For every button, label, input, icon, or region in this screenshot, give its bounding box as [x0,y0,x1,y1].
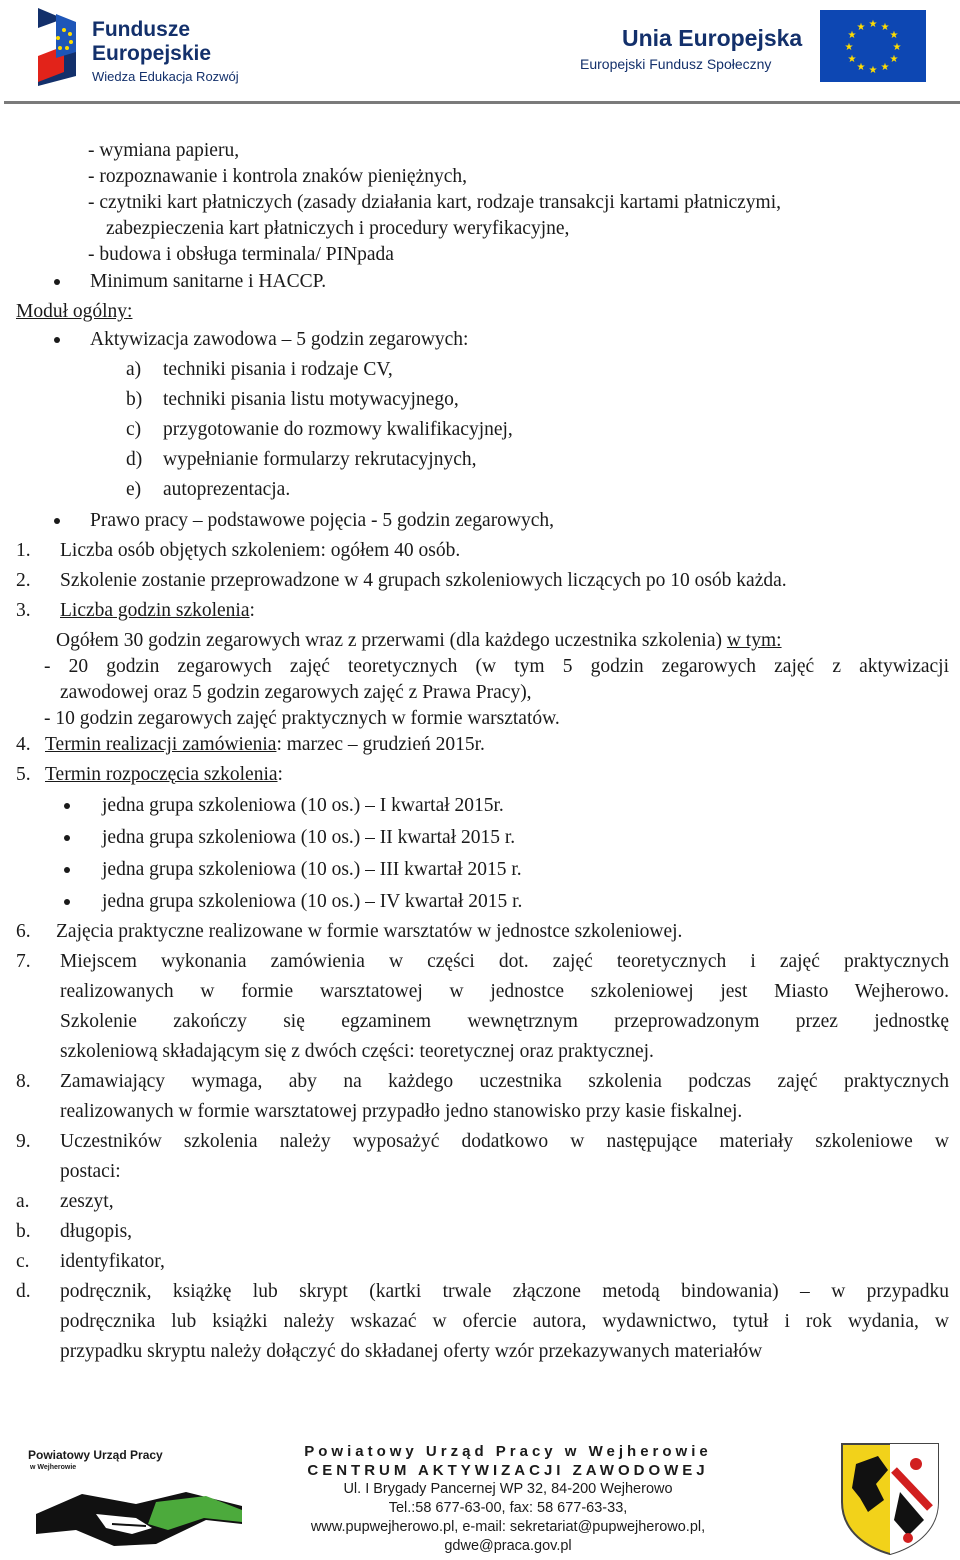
pup-logo-subtitle: w Wejherowie [30,1464,77,1471]
list-item: jedna grupa szkoleniowa (10 os.) – III kwartał 2015 r. [102,859,522,880]
ue-logo-line2: Europejski Fundusz Społeczny [580,56,772,72]
fe-logo-line1: Fundusze [92,18,190,41]
coat-of-arms-icon [838,1440,942,1556]
svg-text:★: ★ [880,22,890,33]
text-line: Minimum sanitarne i HACCP. [90,271,327,292]
list-item: Miejscem wykonania zamówienia w części dot. zajęć teoretycznych i zajęć praktycznych [60,951,949,972]
handshake-icon [36,1474,242,1550]
list-item [45,733,485,757]
ue-logo-text [580,24,802,74]
list-item: autoprezentacja. [163,479,291,500]
bullet-icon [64,803,70,809]
svg-text:★: ★ [847,54,857,65]
footer-phone: Tel.:58 677-63-00, fax: 58 677-63-33, [388,1500,628,1516]
text-line [56,629,782,653]
underlined-label: w tym: [726,630,782,651]
colon: : [277,764,283,785]
list-marker: 7. [16,951,31,972]
svg-text:★: ★ [847,30,857,41]
list-marker: 2. [16,570,31,591]
text-line: - 10 godzin zegarowych zajęć praktycznych w formie warsztatów. [44,708,560,729]
list-marker: 9. [16,1131,31,1152]
fundusze-europejskie-logo [30,6,260,88]
svg-text:★: ★ [889,30,899,41]
list-item: Uczestników szkolenia należy wyposażyć dodatkowo w następujące materiały szkoleniowe w [60,1131,949,1152]
list-item: identyfikator, [60,1251,165,1272]
list-marker: d) [126,449,143,470]
svg-text:★: ★ [856,22,866,33]
footer-address: Ul. I Brygady Pancernej WP 32, 84-200 Wejherowo [343,1481,673,1497]
header-divider [4,101,960,104]
pup-logo [28,1448,248,1550]
list-item: wypełnianie formularzy rekrutacyjnych, [163,449,477,470]
text-span: Ogółem 30 godzin zegarowych wraz z przerwami (dla każdego uczestnika szkolenia) [56,630,727,651]
list-marker: b. [16,1221,31,1242]
list-marker: c. [16,1251,30,1272]
list-item-heading [45,763,283,787]
eu-flag-icon [820,10,926,82]
list-item: Szkolenie zostanie przeprowadzone w 4 grupach szkoleniowych liczących po 10 osób każda. [60,570,787,591]
underlined-label: Termin rozpoczęcia szkolenia [45,764,278,785]
list-marker: 8. [16,1071,31,1092]
list-marker: 6. [16,921,31,942]
list-marker: 5. [16,764,31,785]
list-marker: b) [126,389,143,410]
fe-logo-line3: Wiedza Edukacja Rozwój [92,69,239,84]
footer-office-name: Powiatowy Urząd Pracy w Wejherowie [304,1443,712,1460]
list-marker: e) [126,479,142,500]
list-marker: 1. [16,540,31,561]
text-line: Szkolenie zakończy się egzaminem wewnętrznym przeprowadzonym przez jednostkę [60,1011,949,1032]
bullet-icon [64,899,70,905]
text-line: podręcznika lub książki należy wskazać w ofercie autora, wydawnictwo, tytuł i rok wydania, w [60,1311,949,1332]
list-marker: 3. [16,600,31,621]
pup-logo-title: Powiatowy Urząd Pracy [28,1448,163,1462]
list-item: techniki pisania i rodzaje CV, [163,359,393,380]
text-line: zawodowej oraz 5 godzin zegarowych zajęć z Prawa Pracy), [60,682,532,703]
list-item: techniki pisania listu motywacyjnego, [163,389,459,410]
footer-web-email: www.pupwejherowo.pl, e-mail: sekretariat@pupwejherowo.pl, [310,1519,706,1535]
footer-email-2: gdwe@praca.gov.pl [444,1538,572,1554]
svg-text:★: ★ [868,65,878,76]
footer-department: CENTRUM AKTYWIZACJI ZAWODOWEJ [307,1462,709,1479]
unia-europejska-logo [580,10,926,86]
list-item: długopis, [60,1221,133,1242]
fe-logo-line2: Europejskie [92,42,212,65]
fundusze-europejskie-logo-icon [30,6,82,88]
text-line: realizowanych w formie warsztatowej w jednostce szkoleniowej jest Miasto Wejherowo. [60,981,949,1002]
text-line: - czytniki kart płatniczych (zasady działania kart, rodzaje transakcji kartami płatniczymi, [88,192,782,213]
svg-text:★: ★ [892,42,902,53]
text-line: szkoleniową składającym się z dwóch części: teoretycznej oraz praktycznej. [60,1041,654,1062]
list-marker: 4. [16,734,31,755]
list-item: przygotowanie do rozmowy kwalifikacyjnej, [163,419,513,440]
underlined-label: Liczba godzin szkolenia [60,600,250,621]
text-line: przypadku skryptu należy dołączyć do składanej oferty wzór przekazywanych materiałów [60,1341,763,1362]
colon: : [249,600,255,621]
footer-contact [270,1442,746,1556]
text-line: - 20 godzin zegarowych zajęć teoretycznych (w tym 5 godzin zegarowych zajęć z aktywizacji [44,656,949,677]
list-marker: d. [16,1281,31,1302]
text-line: - budowa i obsługa terminala/ PINpada [88,244,394,265]
text-line: - wymiana papieru, [88,140,240,161]
svg-text:★: ★ [868,19,878,30]
svg-text:★: ★ [880,62,890,73]
list-marker: a. [16,1191,30,1212]
bullet-icon [64,835,70,841]
list-item: podręcznik, książkę lub skrypt (kartki trwale złączone metodą bindowania) – w przypadku [60,1281,949,1302]
text-line: - rozpoznawanie i kontrola znaków pieniężnych, [88,166,468,187]
svg-text:★: ★ [889,54,899,65]
list-item: jedna grupa szkoleniowa (10 os.) – II kwartał 2015 r. [102,827,516,848]
bullet-icon [54,337,60,343]
bullet-icon [64,867,70,873]
list-item: jedna grupa szkoleniowa (10 os.) – IV kwartał 2015 r. [102,891,523,912]
bullet-icon [54,279,60,285]
ue-logo-line1: Unia Europejska [622,25,803,51]
list-marker: c) [126,419,142,440]
section-heading: Moduł ogólny: [16,301,133,322]
text-span: : marzec – grudzień 2015r. [276,734,485,755]
svg-text:★: ★ [844,42,854,53]
bullet-icon [54,518,60,524]
text-line: zabezpieczenia kart płatniczych i procedury weryfikacyjne, [106,218,570,239]
text-line: postaci: [60,1161,121,1182]
list-marker: a) [126,359,142,380]
list-item: Zajęcia praktyczne realizowane w formie warsztatów w jednostce szkoleniowej. [56,921,683,942]
fundusze-europejskie-text [92,18,239,86]
list-item: zeszyt, [60,1191,114,1212]
text-line: realizowanych w formie warsztatowej przypadło jedno stanowisko przy kasie fiskalnej. [60,1101,743,1122]
page-header [0,0,960,110]
list-item-heading [60,599,255,623]
svg-text:★: ★ [856,62,866,73]
text-line: Prawo pracy – podstawowe pojęcia - 5 godzin zegarowych, [90,510,555,531]
list-item: Liczba osób objętych szkoleniem: ogółem 40 osób. [60,540,461,561]
list-item: jedna grupa szkoleniowa (10 os.) – I kwartał 2015r. [102,795,504,816]
text-line: Aktywizacja zawodowa – 5 godzin zegarowych: [90,329,469,350]
underlined-label: Termin realizacji zamówienia [45,734,277,755]
list-item: Zamawiający wymaga, aby na każdego uczestnika szkolenia podczas zajęć praktycznych [60,1071,949,1092]
